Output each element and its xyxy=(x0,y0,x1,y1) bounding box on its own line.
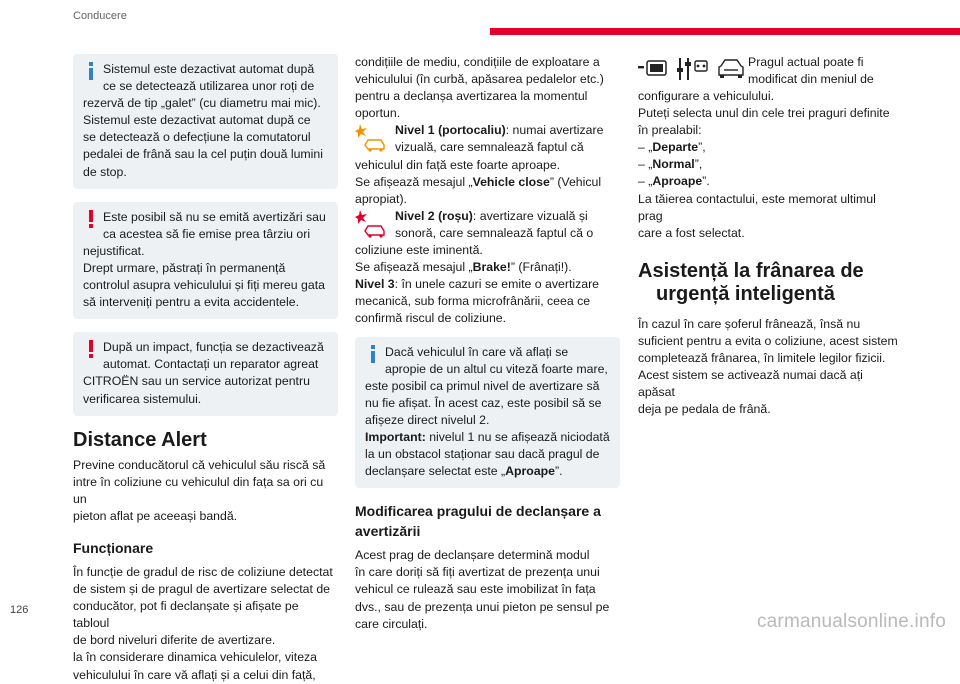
paragraph-line: completează frânarea, în limitele legilor fizicii. xyxy=(638,351,886,366)
box-line: Este posibil să nu se emită avertizări sau xyxy=(103,209,326,224)
box-line: controlul asupra vehiculului și fiți mereu gata xyxy=(83,278,325,293)
chapter-title: Conducere xyxy=(73,10,127,22)
box-line: se detectează o defecțiune la comutatorul xyxy=(83,130,311,145)
paragraph-line: Acest sistem se activează numai dacă ați apăsat xyxy=(638,368,863,400)
page-number: 126 xyxy=(10,604,29,616)
paragraph-line: la în considerare dinamica vehiculelor, viteza xyxy=(73,650,318,665)
level-3-text: : în unele cazuri se emite o avertizare xyxy=(394,277,600,292)
collision-alert-red-icon xyxy=(355,209,389,239)
box-line: pedalei de frână sau la cel puțin două lumini xyxy=(83,147,323,162)
warning-box-late-alerts xyxy=(73,202,338,320)
subsection-title-threshold: Modificarea pragului de declanșare a avertizării xyxy=(355,503,601,540)
box-line: CITROËN sau un service autorizat pentru xyxy=(83,374,310,389)
warning-level-1 xyxy=(355,122,620,207)
important-label: Important: xyxy=(365,429,426,444)
paragraph-line: vehicul ce rulează sau este imobilizat în fața xyxy=(355,582,596,597)
level-1-label: Nivel 1 (portocaliu) xyxy=(395,123,506,138)
box-line: să interveniți pentru a evita accidentele. xyxy=(83,295,300,310)
paragraph-line: conducător, pot fi declanșate și afișate pe tabloul xyxy=(73,599,299,631)
section-title-emergency-braking: Asistență la frânarea de urgență inteligentă xyxy=(638,259,864,305)
paragraph-line: sonoră, care semnalează faptul că o xyxy=(395,225,594,240)
screen-menu-icon xyxy=(638,58,670,80)
paragraph-line: mecanică, sub forma microfrânării, ceea ce xyxy=(355,294,591,309)
option-departe: Departe xyxy=(652,140,699,155)
box-line: Sistemul este dezactivat automat după ce xyxy=(83,113,311,128)
paragraph-line: care circulați. xyxy=(355,616,428,631)
paragraph-line: pentru a declanșa avertizarea la momentul xyxy=(355,89,588,104)
threshold-aproape: Aproape xyxy=(505,464,556,479)
paragraph-line: coliziune este iminentă. xyxy=(355,243,483,258)
box-line: afișeze direct nivelul 2. xyxy=(365,412,490,427)
paragraph-line: În funcție de gradul de risc de coliziune detectat xyxy=(73,564,333,579)
warning-icon xyxy=(87,340,95,358)
box-line: Sistemul este dezactivat automat după xyxy=(103,62,315,76)
box-line: rezervă de tip „galet” (cu diametru mai mic). xyxy=(83,96,321,111)
column-2 xyxy=(355,54,620,633)
info-icon xyxy=(369,345,377,363)
section-title-distance-alert: Distance Alert xyxy=(73,428,207,451)
paragraph-line: pieton aflat pe aceeași bandă. xyxy=(73,508,238,523)
paragraph-line: oportun. xyxy=(355,106,401,121)
paragraph-line: în prealabil: xyxy=(638,123,702,138)
box-line: Drept urmare, păstrați în permanență xyxy=(83,260,286,275)
level-3-label: Nivel 3 xyxy=(355,277,395,292)
box-line: declanșare selectat este „Aproape”. xyxy=(365,464,563,479)
paragraph-line: care a fost selectat. xyxy=(638,225,745,240)
box-line: la un obstacol staționar sau dacă pragul de xyxy=(365,447,600,462)
box-line: apropie de un altul cu viteză foarte mare, xyxy=(385,361,608,376)
box-line: ca acestea să fie emise prea târziu ori xyxy=(103,226,311,241)
box-line: După un impact, funcția se dezactivează xyxy=(103,340,324,355)
level-1-text: : numai avertizare xyxy=(505,123,604,138)
paragraph-line: Previne conducătorul că vehiculul său riscă să xyxy=(73,457,326,472)
paragraph-line: Acest prag de declanșare determină modul xyxy=(355,548,590,563)
info-box-deactivation xyxy=(73,54,338,189)
paragraph-line: Se afișează mesajul „Brake!” (Frânați!). xyxy=(355,260,572,275)
paragraph-line: în care doriți să fiți avertizat de prezența unui xyxy=(355,565,600,580)
warning-box-impact xyxy=(73,332,338,415)
paragraph-line: de bord niveluri diferite de avertizare. xyxy=(73,633,276,648)
column-1 xyxy=(73,54,338,684)
settings-icons-row xyxy=(638,54,903,88)
box-line: este posibil ca primul nivel de avertizare să xyxy=(365,378,600,393)
warning-level-3 xyxy=(355,276,620,327)
paragraph-line: intre în coliziune cu vehiculul din fața sa ori cu un xyxy=(73,474,324,506)
car-front-icon xyxy=(716,58,746,80)
paragraph-line: vehiculului în care vă aflați și a celui din față, xyxy=(73,667,316,682)
paragraph-line: vehiculului (în curbă, apăsarea pedalelor etc.) xyxy=(355,72,604,87)
paragraph-line: deja pe pedala de frână. xyxy=(638,402,771,417)
box-line: ce se detectează utilizarea unor roți de xyxy=(103,79,315,94)
box-line: de stop. xyxy=(83,164,127,179)
paragraph-line: confirmă riscul de coliziune. xyxy=(355,311,507,326)
info-box-high-speed xyxy=(355,337,620,489)
column-3 xyxy=(638,54,903,418)
option-item: – „Normal”, xyxy=(638,157,703,172)
message-brake: Brake! xyxy=(472,260,511,275)
icons-caption-line: Pragul actual poate fi xyxy=(748,55,864,69)
option-item: – „Aproape”. xyxy=(638,174,710,189)
info-icon xyxy=(87,62,95,80)
paragraph-line: În cazul în care șoferul frânează, însă nu xyxy=(638,316,861,331)
level-2-text: : avertizare vizuală și xyxy=(472,208,588,223)
paragraph-line: configurare a vehiculului. xyxy=(638,89,775,103)
chapter-accent-bar xyxy=(490,28,960,35)
paragraph-line: condițiile de mediu, condițiile de exploatare a xyxy=(355,55,600,69)
option-aproape: Aproape xyxy=(652,174,703,189)
paragraph-line: dvs., sau de prezența unui pieton pe sensul pe xyxy=(355,599,610,614)
paragraph-line: Puteți selecta unul din cele trei praguri definite xyxy=(638,106,890,121)
level-2-label: Nivel 2 (roșu) xyxy=(395,208,473,223)
settings-sliders-icon xyxy=(676,56,710,82)
box-line: Dacă vehiculul în care vă aflați se xyxy=(385,344,569,359)
icons-caption-line: modificat din meniul de xyxy=(748,72,874,86)
box-line: nu fie afișat. În acest caz, este posibil să se xyxy=(365,395,602,410)
paragraph-line: vizuală, care semnalează faptul că xyxy=(395,140,584,155)
paragraph-line: suficient pentru a evita o coliziune, acest sistem xyxy=(638,333,898,348)
box-line: Important: nivelul 1 nu se afișează niciodată xyxy=(365,429,610,444)
paragraph-line: vehiculul din față este foarte aproape. xyxy=(355,157,561,172)
warning-icon xyxy=(87,210,95,228)
paragraph-line: apropiat). xyxy=(355,191,407,206)
warning-level-2 xyxy=(355,208,620,276)
box-line: automat. Contactați un reparator agreat xyxy=(103,357,319,372)
message-vehicle-close: Vehicle close xyxy=(472,174,550,189)
paragraph-line: Se afișează mesajul „Vehicle close” (Vehicul xyxy=(355,174,602,189)
box-line: verificarea sistemului. xyxy=(83,391,202,406)
watermark: carmanualsonline.info xyxy=(756,611,946,632)
subsection-title-functionare: Funcționare xyxy=(73,539,154,556)
collision-alert-orange-icon xyxy=(355,123,389,153)
option-normal: Normal xyxy=(652,157,695,172)
paragraph-line: La tăierea contactului, este memorat ultimul prag xyxy=(638,191,876,223)
paragraph-line: de sistem și de pragul de avertizare selectat de xyxy=(73,582,331,597)
box-line: nejustificat. xyxy=(83,243,145,258)
option-item: – „Departe”, xyxy=(638,140,706,155)
